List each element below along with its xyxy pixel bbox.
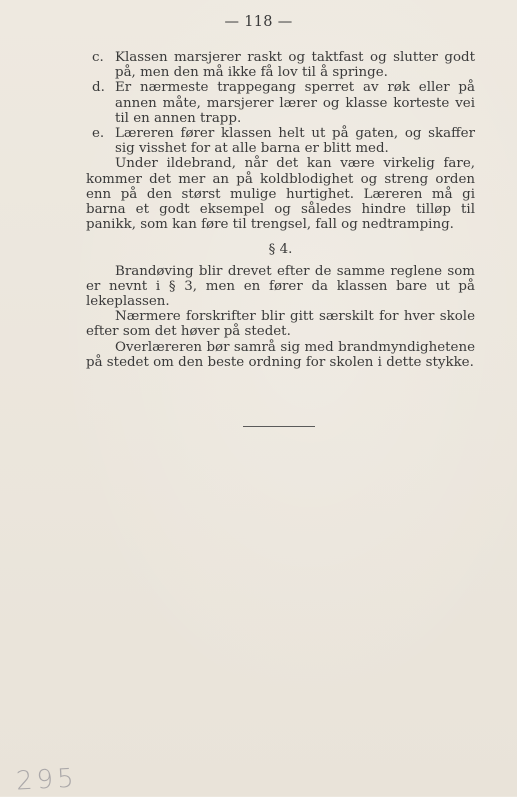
list-item-text: Klassen marsjerer raskt og taktfast og slutter godt på, men den må ikke få lov til å springe. [115, 50, 475, 81]
list-item-c [86, 50, 475, 80]
list-item-e [86, 126, 475, 156]
page-number: — 118 — [224, 14, 293, 30]
section-heading: § 4. [268, 242, 293, 258]
paragraph-regulations: Nærmere forskrifter blir gitt særskilt for hver skole efter som det høver på stedet. [86, 309, 475, 340]
page-body [86, 50, 475, 370]
list-item-text: Er nærmeste trappegang sperret av røk eller på annen måte, marsjerer lærer og klasse korteste vei til en annen trapp. [115, 80, 475, 126]
paragraph-head-teacher: Overlæreren bør samrå sig med brandmyndighetene på stedet om den beste ordning for skolen i dette stykke. [86, 339, 475, 370]
end-rule [243, 426, 315, 427]
list-item-d [86, 80, 475, 126]
list-item-text: Læreren fører klassen helt ut på gaten, og skaffer sig visshet for at alle barna er blitt med. [115, 126, 475, 157]
pencil-annotation: 295 [15, 763, 79, 797]
list-marker: d. [92, 80, 105, 96]
list-marker: c. [92, 50, 104, 65]
paragraph-fire-drill: Brandøving blir drevet efter de samme reglene som er nevnt i § 3, men en fører da klassen bare ut på lekeplassen. [86, 263, 475, 310]
paragraph-fire-conduct: Under ildebrand, når det kan være virkelig fare, kommer det mer an på koldblodighet og streng orden enn på den størst mulige hurtighet. Læreren må gi barna et godt eksempel og således hindre tilløp til panikk, som kan føre til trengsel, fall og nedtramping. [86, 156, 475, 233]
list-marker: e. [92, 126, 105, 142]
